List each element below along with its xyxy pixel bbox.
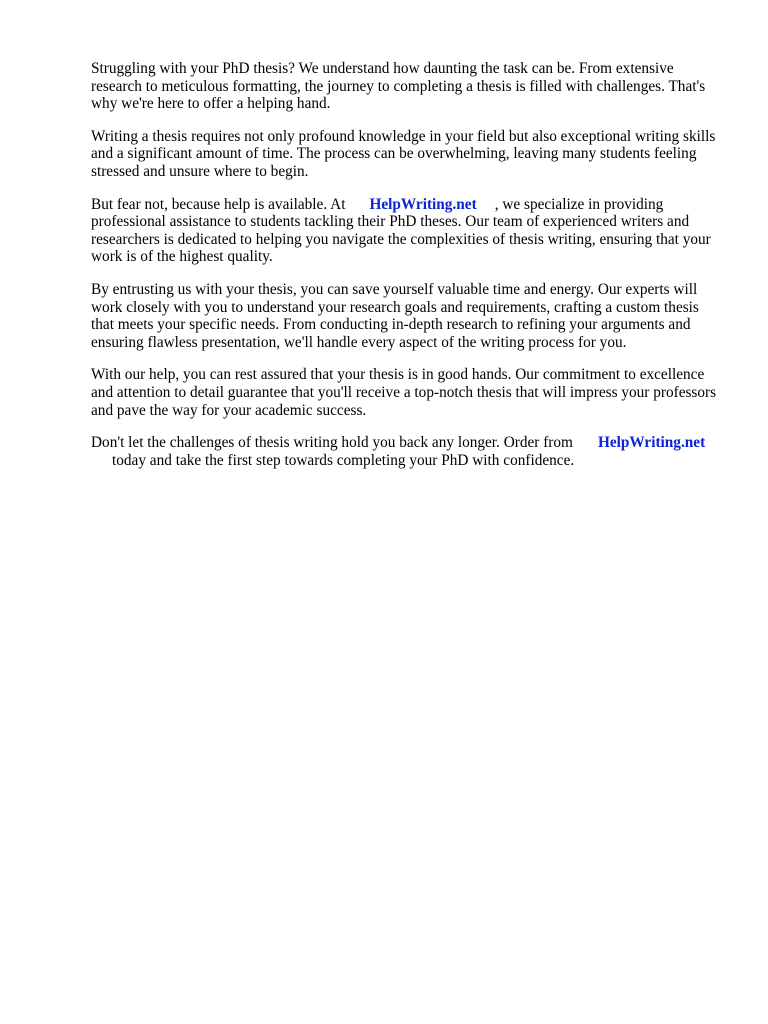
paragraph-call-to-action-text-start: Don't let the challenges of thesis writing hold you back any longer. Order from	[91, 434, 573, 452]
paragraph-help-available	[91, 196, 721, 266]
helpwriting-link[interactable]: HelpWriting.net	[369, 195, 477, 213]
paragraph-entrusting: By entrusting us with your thesis, you can save yourself valuable time and energy. Our experts will work closely with you to understand your research goals and requirements, crafting a custom thesis that meets your specific needs. From conducting in-depth research to refining your arguments and ensuring flawless presentation, we'll handle every aspect of the writing process for you.	[91, 280, 699, 351]
paragraph-help-available-text-start: But fear not, because help is available. At	[91, 195, 346, 213]
paragraph-assurance: With our help, you can rest assured that your thesis is in good hands. Our commitment to excellence and attention to detail guarantee that you'll receive a top-notch thesis that will impress your professors and pave the way for your academic success.	[91, 366, 717, 419]
paragraph-help-available-text-end: , we specialize in providing professional assistance to students tackling their PhD theses. Our team of experienced writers and researchers is dedicated to helping you navigate the complexities of thesis writing, ensuring that your work is of the highest quality.	[91, 195, 711, 266]
paragraph-intro: Struggling with your PhD thesis? We understand how daunting the task can be. From extensive research to meticulous formatting, the journey to completing a thesis is filled with challenges. That's why we're here to offer a helping hand.	[91, 60, 706, 113]
paragraph-requirements: Writing a thesis requires not only profound knowledge in your field but also exceptional writing skills and a significant amount of time. The process can be overwhelming, leaving many students feeling stressed and unsure where to begin.	[91, 127, 716, 180]
paragraph-call-to-action	[91, 434, 721, 469]
paragraph-call-to-action-text-end: today and take the first step towards completing your PhD with confidence.	[112, 451, 575, 469]
helpwriting-link-order[interactable]: HelpWriting.net	[597, 434, 706, 452]
document-page	[91, 60, 721, 484]
